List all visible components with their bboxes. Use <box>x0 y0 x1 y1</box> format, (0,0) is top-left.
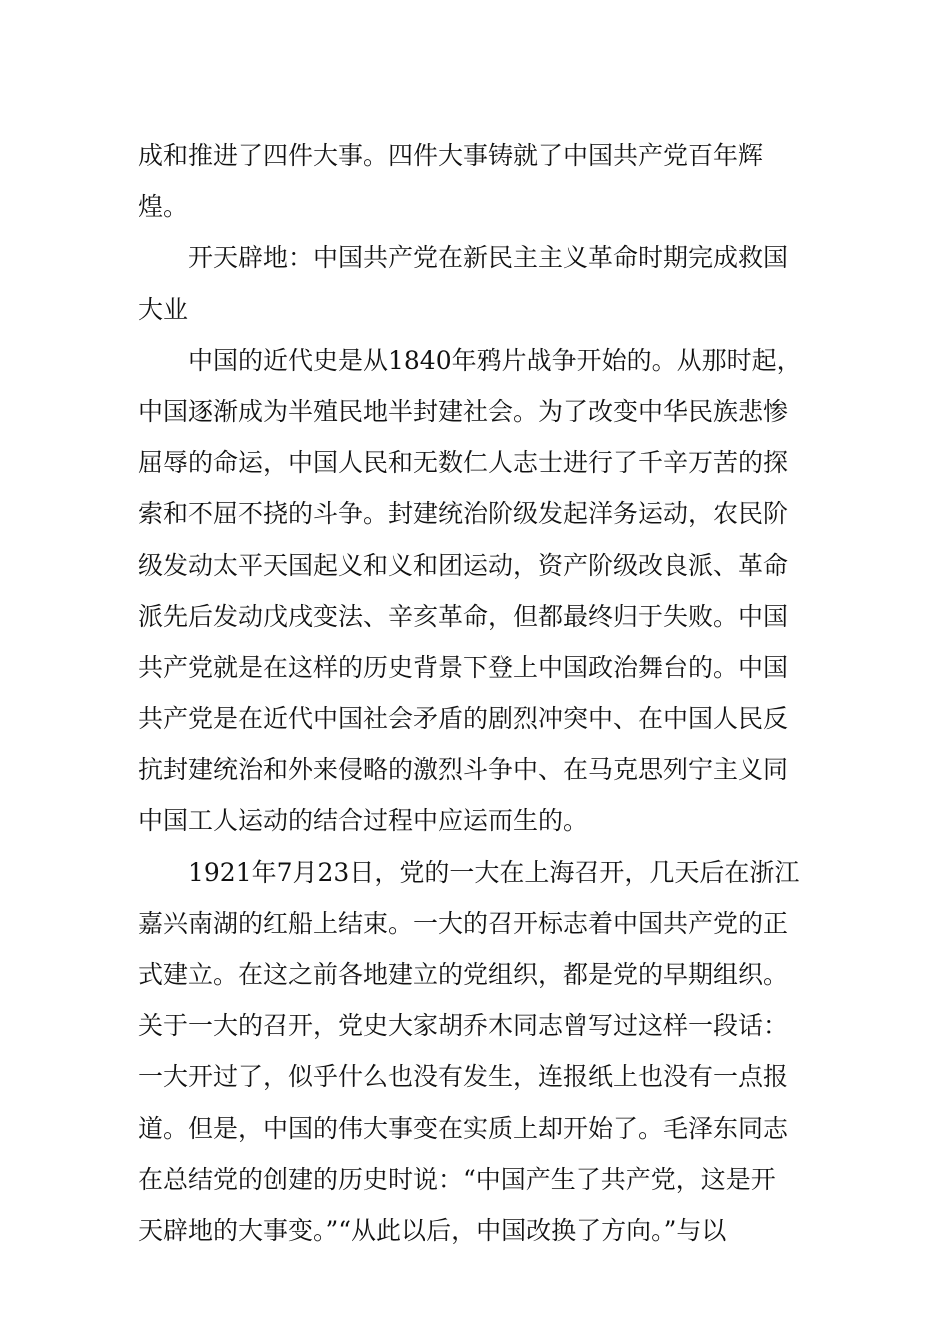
text-line: 嘉兴南湖的红船上结束。一大的召开标志着中国共产党的正 <box>138 908 789 938</box>
text-line: 一大开过了，似乎什么也没有发生，连报纸上也没有一点报 <box>138 1062 789 1092</box>
text-line: 关于一大的召开，党史大家胡乔木同志曾写过这样一段话： <box>138 1011 789 1041</box>
text-line: 中国逐渐成为半殖民地半封建社会。为了改变中华民族悲惨 <box>138 396 789 426</box>
section-heading-line: 开天辟地：中国共产党在新民主主义革命时期完成救国 <box>188 243 789 273</box>
paragraph-start-line: 1921年7月23日，党的一大在上海召开，几天后在浙江 <box>188 857 800 887</box>
text-line: 中国工人运动的结合过程中应运而生的。 <box>138 806 589 836</box>
document-body <box>138 130 810 1256</box>
text-line: 屈辱的命运，中国人民和无数仁人志士进行了千辛万苦的探 <box>138 448 789 478</box>
text-line: 在总结党的创建的历史时说：“中国产生了共产党，这是开 <box>138 1164 776 1194</box>
text-line: 抗封建统治和外来侵略的激烈斗争中、在马克思列宁主义同 <box>138 755 789 785</box>
text-line: 道。但是，中国的伟大事变在实质上却开始了。毛泽东同志 <box>138 1113 789 1143</box>
text-line: 天辟地的大事变。”“从此以后，中国改换了方向。”与以 <box>138 1215 727 1245</box>
paragraph-start-line: 中国的近代史是从1840年鸦片战争开始的。从那时起， <box>188 345 802 375</box>
text-line: 级发动太平天国起义和义和团运动，资产阶级改良派、革命 <box>138 550 789 580</box>
text-line: 式建立。在这之前各地建立的党组织，都是党的早期组织。 <box>138 960 789 989</box>
text-line: 派先后发动戊戌变法、辛亥革命，但都最终归于失败。中国 <box>138 601 789 631</box>
text-line: 成和推进了四件大事。四件大事铸就了中国共产党百年辉 <box>138 141 764 170</box>
text-line: 索和不屈不挠的斗争。封建统治阶级发起洋务运动，农民阶 <box>138 499 789 529</box>
section-heading-line: 大业 <box>138 294 189 324</box>
text-line: 煌。 <box>138 192 189 222</box>
text-line: 共产党就是在这样的历史背景下登上中国政治舞台的。中国 <box>138 652 789 682</box>
text-line: 共产党是在近代中国社会矛盾的剧烈冲突中、在中国人民反 <box>138 704 789 734</box>
